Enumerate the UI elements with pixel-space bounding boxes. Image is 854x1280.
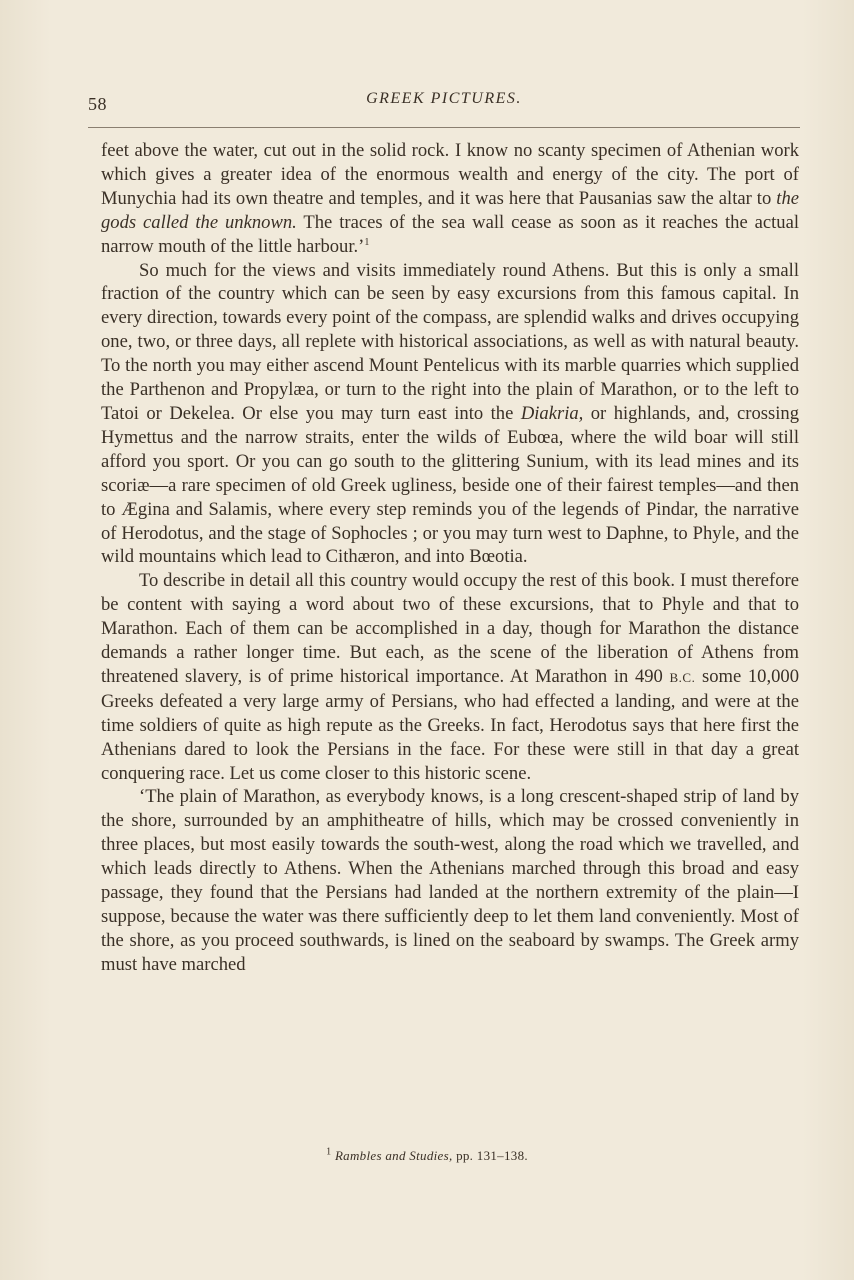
paragraph-3-smallcaps: B.C. [669,669,696,685]
header-rule [88,127,800,128]
paragraph-1-italic: the gods called the unknown. [101,187,799,233]
body-text [101,139,799,977]
paragraph-2 [101,259,799,570]
paragraph-3 [101,569,799,785]
paragraph-4: ‘The plain of Marathon, as everybody knows, is a long crescent-shaped strip of land by the shore, surrounded by an amphitheatre of hills, which may be crossed conveniently in three places, but most easily towards the south-west, along the road which we travelled, and which leads directly to Athens. When the Athenians marched through this broad and easy passage, they found that the Persians had landed at the northern extremity of the plain—I suppose, because the water was there sufficiently deep to let them land conveniently. Most of the shore, as you proceed southwards, is lined on the seaboard by swamps. The Greek army must have marched [101,786,799,975]
running-title: GREEK PICTURES. [366,90,522,107]
paragraph-1-text-b: The traces of the sea wall cease as soon as it reaches the actual narrow mouth of the little harbour.’ [101,211,800,257]
paragraph-2-italic: Diakria, [520,402,584,424]
paragraph-2-text-a: So much for the views and visits immediately round Athens. But this is only a small fraction of the country which can be seen by easy excursions from this famous capital. In every direction, towards every point of the compass, are splendid walks and drives occupying one, two, or three days, all replete with historical associations, as well as with natural beauty. To the north you may either ascend Mount Pentelicus with its marble quarries which supplied the Parthenon and Propylæa, or turn to the right into the plain of Marathon, or to the left to Tatoi or Dekelea. Or else you may turn east into the [101,259,799,424]
footnote-mark: 1 [326,1146,332,1158]
paragraph-3-text-b: some 10,000 Greeks defeated a very large army of Persians, who had effected a landing, and were at the time soldiers of quite as high repute as the Greeks. In fact, Herodotus says that here first the Athenians dared to look the Persians in the face. For these were still in that day a great conquering race. Let us come closer to this historic scene. [101,665,799,784]
footnote-reference-mark: 1 [364,236,370,248]
footnote-pages: pp. 131–138. [452,1148,528,1163]
paragraph-1-text-a: feet above the water, cut out in the solid rock. I know no scanty specimen of Athenian work which gives a greater idea of the enormous wealth and energy of the city. The port of Munychia had its own theatre and temples, and it was here that Pausanias saw the altar to [101,140,799,209]
footnote-title: Rambles and Studies, [334,1148,453,1163]
page-header [88,88,800,118]
paragraph-2-text-b: or highlands, and, crossing Hymettus and the narrow straits, enter the wilds of Eubœa, where the wild boar will still afford you sport. Or you can go south to the glittering Sunium, with its lead mines and its scoriæ—a rare specimen of old Greek ugliness, beside one of their fairest temples—and then to Ægina and Salamis, where every step reminds you of the legends of Pindar, the narrative of Herodotus, and the stage of Sophocles ; or you may turn west to Daphne, to Phyle, and the wild mountains which lead to Cithæron, and into Bœotia. [101,402,799,568]
paragraph-1 [101,139,799,259]
paragraph-3-text-a: To describe in detail all this country would occupy the rest of this book. I must therefore be content with saying a word about two of these excursions, that to Phyle and that to Marathon. Each of them can be accomplished in a day, though for Marathon the distance demands a rather longer time. But each, as the scene of the liberation of Athens from threatened slavery, is of prime historical importance. At Marathon in 490 [101,570,799,687]
page-number: 58 [88,94,107,114]
footnote [0,1148,854,1164]
